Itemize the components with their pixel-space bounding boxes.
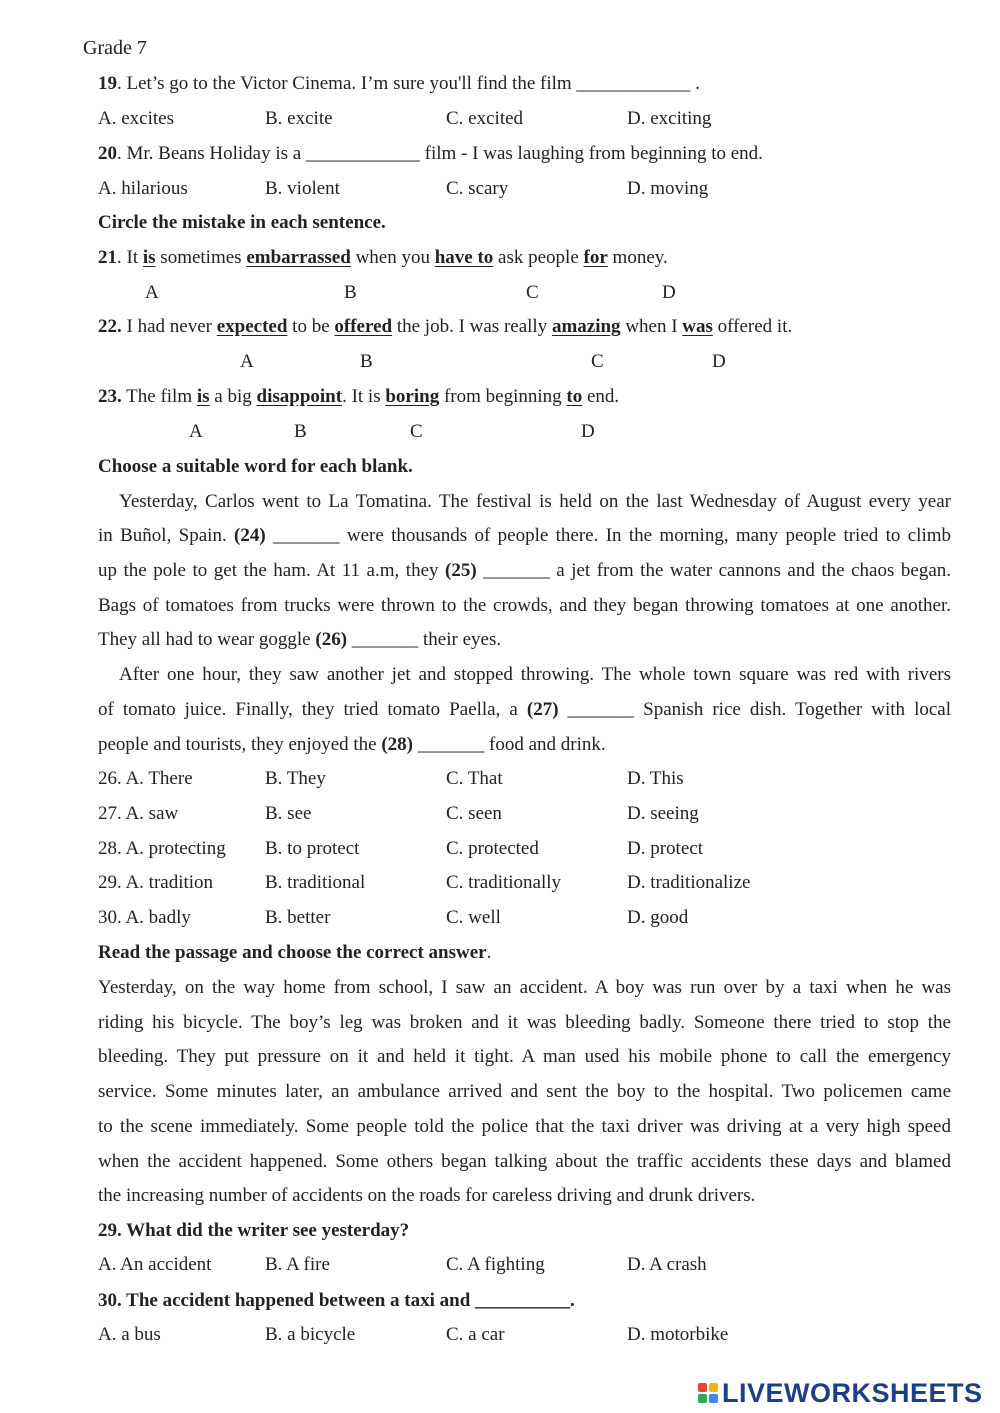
passage-line: Yesterday, on the way home from school, I saw an accident. A boy was run over by a taxi when he was: [98, 977, 951, 998]
question-29: 29. What did the writer see yesterday?: [98, 1220, 410, 1241]
question-19: 19. Let’s go to the Victor Cinema. I’m sure you'll find the film ____________ .: [98, 73, 700, 94]
option-b[interactable]: B. excite: [265, 108, 333, 129]
option-b[interactable]: B. They: [265, 768, 326, 789]
letter-label: B: [344, 282, 357, 303]
mistake-option-a[interactable]: is: [142, 247, 156, 268]
option-c[interactable]: C. well: [446, 907, 501, 928]
option-d[interactable]: D. exciting: [627, 108, 712, 129]
option-a[interactable]: A. a bus: [98, 1324, 161, 1345]
section-heading-read: Read the passage and choose the correct answer.: [98, 942, 492, 963]
mistake-option-d[interactable]: for: [583, 247, 608, 268]
mistake-option-c[interactable]: have to: [434, 247, 494, 268]
blank-27[interactable]: (27): [526, 699, 559, 720]
question-23: 23. The film is a big disappoint. It is boring from beginning to end.: [98, 386, 620, 407]
option-a[interactable]: A. excites: [98, 108, 174, 129]
option-a[interactable]: A. An accident: [98, 1254, 212, 1275]
option-a[interactable]: A. hilarious: [98, 178, 188, 199]
mistake-option-d[interactable]: was: [682, 316, 713, 337]
logo-square: [709, 1394, 718, 1403]
option-b[interactable]: B. traditional: [265, 872, 366, 893]
letter-label: C: [526, 282, 539, 303]
mistake-option-b[interactable]: disappoint: [256, 386, 343, 407]
logo-square: [698, 1394, 707, 1403]
option-d[interactable]: D. This: [627, 768, 684, 789]
blank-24[interactable]: (24): [234, 525, 266, 546]
passage-line: the increasing number of accidents on the roads for careless driving and drunk drivers.: [98, 1185, 756, 1206]
option-a[interactable]: 27. A. saw: [98, 803, 179, 824]
option-a[interactable]: 30. A. badly: [98, 907, 191, 928]
passage-line: when the accident happened. Some others began talking about the traffic accidents these days and blamed: [98, 1151, 951, 1172]
option-c[interactable]: C. seen: [446, 803, 502, 824]
option-b[interactable]: B. to protect: [265, 838, 360, 859]
option-d[interactable]: D. moving: [627, 178, 709, 199]
blank-28[interactable]: (28): [381, 734, 414, 755]
option-c[interactable]: C. That: [446, 768, 503, 789]
option-d[interactable]: D. seeing: [627, 803, 699, 824]
mistake-option-a[interactable]: is: [196, 386, 210, 407]
option-d[interactable]: D. traditionalize: [627, 872, 751, 893]
passage-line: up the pole to get the ham. At 11 a.m, they (25) _______ a jet from the water cannons and the chaos began.: [98, 560, 951, 581]
option-b[interactable]: B. better: [265, 907, 331, 928]
letter-label: C: [591, 351, 604, 372]
passage-line: service. Some minutes later, an ambulance arrived and sent the boy to the hospital. Two policemen came: [98, 1081, 951, 1102]
option-c[interactable]: C. a car: [446, 1324, 505, 1345]
option-c[interactable]: C. excited: [446, 108, 524, 129]
passage-line: Yesterday, Carlos went to La Tomatina. The festival is held on the last Wednesday of August every year: [119, 491, 951, 512]
mistake-option-b[interactable]: offered: [334, 316, 393, 337]
grade-heading: Grade 7: [83, 37, 147, 59]
option-a[interactable]: 28. A. protecting: [98, 838, 226, 859]
letter-label: A: [189, 421, 203, 442]
letter-label: D: [662, 282, 676, 303]
question-30: 30. The accident happened between a taxi and __________.: [98, 1290, 575, 1311]
question-20: 20. Mr. Beans Holiday is a ____________ film - I was laughing from beginning to end.: [98, 143, 763, 164]
option-d[interactable]: D. motorbike: [627, 1324, 729, 1345]
blank-25[interactable]: (25): [445, 560, 477, 581]
option-c[interactable]: C. scary: [446, 178, 509, 199]
passage-line: in Buñol, Spain. (24) _______ were thousands of people there. In the morning, many people tried to climb: [98, 525, 951, 546]
option-d[interactable]: D. good: [627, 907, 689, 928]
option-b[interactable]: B. see: [265, 803, 312, 824]
letter-label: D: [712, 351, 726, 372]
option-d[interactable]: D. protect: [627, 838, 703, 859]
mistake-option-a[interactable]: expected: [216, 316, 288, 337]
mistake-option-d[interactable]: to: [566, 386, 583, 407]
letter-label: C: [410, 421, 423, 442]
option-b[interactable]: B. violent: [265, 178, 340, 199]
logo-square: [698, 1383, 707, 1392]
passage-line: to the scene immediately. Some people told the police that the taxi driver was driving at a very high speed: [98, 1116, 951, 1137]
passage-line: They all had to wear goggle (26) _______ their eyes.: [98, 629, 502, 650]
letter-label: D: [581, 421, 595, 442]
option-c[interactable]: C. traditionally: [446, 872, 562, 893]
liveworksheets-logo: [698, 1378, 983, 1408]
option-c[interactable]: C. A fighting: [446, 1254, 545, 1275]
question-21: 21. It is sometimes embarrassed when you have to ask people for money.: [98, 247, 668, 268]
passage-line: people and tourists, they enjoyed the (28) _______ food and drink.: [98, 734, 606, 755]
section-heading-blank: Choose a suitable word for each blank.: [98, 456, 413, 477]
logo-icon: [698, 1383, 718, 1403]
section-heading-mistake: Circle the mistake in each sentence.: [98, 212, 386, 233]
letter-label: B: [360, 351, 373, 372]
letter-label: A: [145, 282, 159, 303]
option-b[interactable]: B. a bicycle: [265, 1324, 356, 1345]
logo-text: LIVEWORKSHEETS: [722, 1377, 983, 1408]
question-22: 22. I had never expected to be offered the job. I was really amazing when I was offered it.: [98, 316, 793, 337]
blank-26[interactable]: (26): [315, 629, 348, 650]
passage-line: of tomato juice. Finally, they tried tomato Paella, a (27) _______ Spanish rice dish. Together with local: [98, 699, 951, 720]
option-b[interactable]: B. A fire: [265, 1254, 330, 1275]
mistake-option-c[interactable]: amazing: [551, 316, 621, 337]
option-a[interactable]: 26. A. There: [98, 768, 193, 789]
logo-square: [709, 1383, 718, 1392]
passage-line: After one hour, they saw another jet and stopped throwing. The whole town square was red with rivers: [119, 664, 951, 685]
mistake-option-b[interactable]: embarrassed: [246, 247, 351, 268]
option-a[interactable]: 29. A. tradition: [98, 872, 214, 893]
option-d[interactable]: D. A crash: [627, 1254, 707, 1275]
passage-line: riding his bicycle. The boy’s leg was broken and it was bleeding badly. Someone there tried to stop the: [98, 1012, 951, 1033]
mistake-option-c[interactable]: boring: [385, 386, 440, 407]
passage-line: Bags of tomatoes from trucks were thrown to the crowds, and they began throwing tomatoes at one another.: [98, 595, 951, 616]
passage-line: bleeding. They put pressure on it and held it tight. A man used his mobile phone to call the emergency: [98, 1046, 951, 1067]
letter-label: A: [240, 351, 254, 372]
letter-label: B: [294, 421, 307, 442]
option-c[interactable]: C. protected: [446, 838, 539, 859]
